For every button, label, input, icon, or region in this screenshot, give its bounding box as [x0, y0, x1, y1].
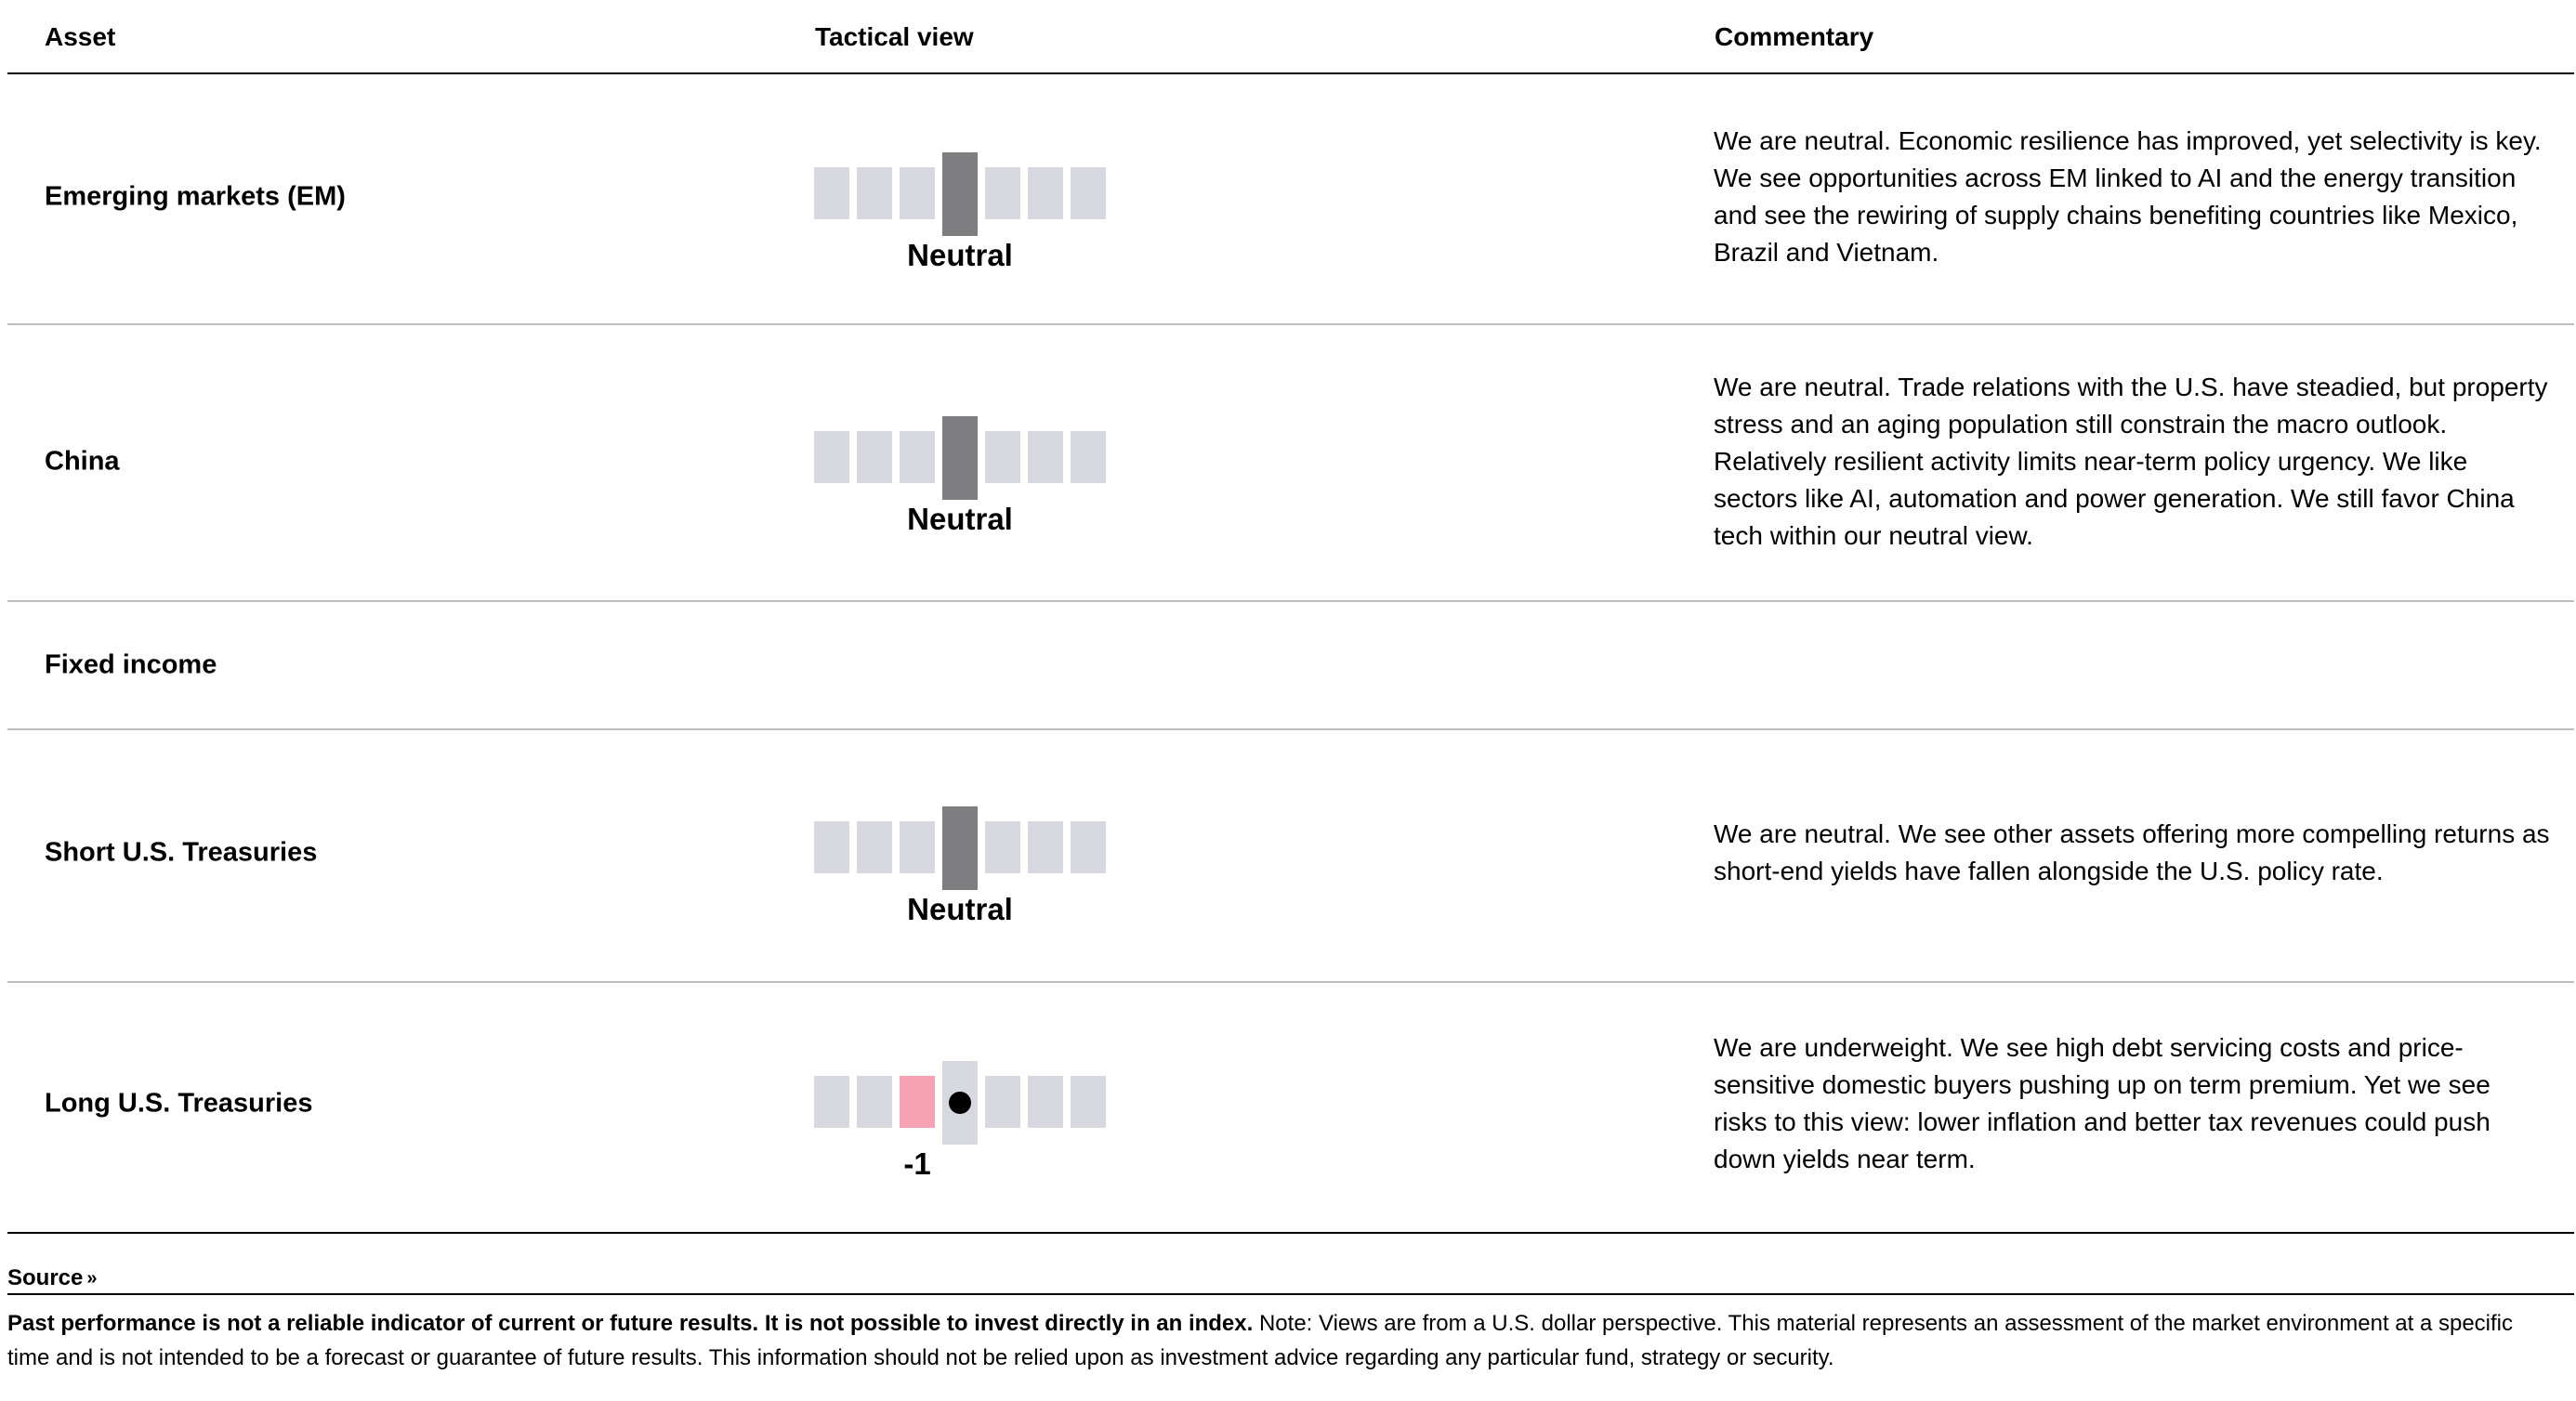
view-label: Neutral: [907, 238, 1013, 272]
scale-segment-underweight: [900, 1076, 935, 1128]
header-asset: Asset: [45, 22, 116, 51]
scale-segment: [814, 1076, 849, 1128]
scale-segment: [857, 431, 892, 483]
scale-segment: [1028, 431, 1063, 483]
table-header: [7, 0, 2574, 74]
asset-name: China: [45, 446, 120, 477]
scale-segment: [985, 821, 1020, 873]
scale-segment-neutral-active: [942, 806, 978, 890]
scale-segment: [985, 431, 1020, 483]
asset-name: Long U.S. Treasuries: [45, 1088, 313, 1119]
tactical-view-scale: [814, 1061, 1111, 1182]
scale-segment: [857, 1076, 892, 1128]
commentary-text: We are underweight. We see high debt servicing costs and price-sensitive domestic buyers pushing up on term premium. Yet we see risks to this view: lower inflation and better tax revenues could push down yields near term.: [1714, 1033, 2491, 1173]
scale-segment: [1028, 821, 1063, 873]
asset-name: Emerging markets (EM): [45, 181, 346, 212]
disclaimer-bold: Past performance is not a reliable indicator of current or future results. It is not possible to invest directly in an index.: [7, 1311, 1254, 1336]
scale-segment-neutral: [942, 1061, 978, 1145]
scale-segment: [814, 821, 849, 873]
scale-segment: [900, 821, 935, 873]
tactical-view-scale: [814, 806, 1111, 927]
disclaimer-note: Note: Views are from a U.S. dollar perspective. This material represents an assessment of the market environment at a specific time and is not intended to be a forecast or guarantee of future results. This information should not be relied upon as investment advice regarding any particular fund, strategy or security.: [7, 1311, 2514, 1370]
source-toggle-button[interactable]: [7, 1265, 98, 1291]
scale-segment: [814, 431, 849, 483]
scale-segment-neutral-active: [942, 152, 978, 236]
header-tactical-view: Tactical view: [815, 22, 974, 51]
scale-segment-neutral-active: [942, 416, 978, 500]
double-chevron-down-icon: »: [86, 1268, 98, 1289]
table-row-long-us-treasuries: [7, 983, 2574, 1234]
disclaimer: [7, 1306, 2554, 1375]
scale-segment: [1071, 167, 1106, 219]
view-label: -1: [903, 1146, 931, 1181]
scale-segment: [985, 1076, 1020, 1128]
commentary-text: We are neutral. Trade relations with the U.S. have steadied, but property stress and an aging population still constrain the macro outlook. Relatively resilient activity limits near-term policy urgency. We like sectors like AI, automation and power generation. We still favor China tech within our neutral view.: [1714, 373, 2548, 550]
table-row-china: [7, 325, 2574, 602]
commentary-text: We are neutral. We see other assets offering more compelling returns as short-end yields have fallen alongside the U.S. policy rate.: [1714, 819, 2550, 885]
scale-segment: [1028, 167, 1063, 219]
tactical-view-scale: [814, 416, 1111, 537]
scale-segment: [1071, 431, 1106, 483]
source-label: Source: [7, 1265, 84, 1290]
section-row-fixed-income: [7, 602, 2574, 730]
scale-segment: [814, 167, 849, 219]
view-label: Neutral: [907, 502, 1013, 536]
scale-segment: [1028, 1076, 1063, 1128]
table-row-short-us-treasuries: [7, 730, 2574, 983]
tactical-views-table: [7, 0, 2574, 1234]
source-bar: [7, 1232, 2574, 1295]
scale-segment: [900, 167, 935, 219]
scale-segment: [857, 821, 892, 873]
tactical-view-scale: [814, 152, 1111, 273]
scale-segment: [1071, 1076, 1106, 1128]
header-commentary: Commentary: [1715, 22, 1874, 51]
table-row-emerging-markets: [7, 74, 2574, 325]
neutral-marker-dot-icon: [949, 1092, 971, 1114]
scale-segment: [1071, 821, 1106, 873]
commentary-text: We are neutral. Economic resilience has improved, yet selectivity is key. We see opportunities across EM linked to AI and the energy transition and see the rewiring of supply chains benefiting countries like Mexico, Brazil and Vietnam.: [1714, 126, 2542, 267]
scale-segment: [900, 431, 935, 483]
scale-segment: [857, 167, 892, 219]
scale-segment: [985, 167, 1020, 219]
asset-name: Short U.S. Treasuries: [45, 837, 318, 868]
view-label: Neutral: [907, 892, 1013, 926]
section-title: Fixed income: [45, 649, 217, 680]
